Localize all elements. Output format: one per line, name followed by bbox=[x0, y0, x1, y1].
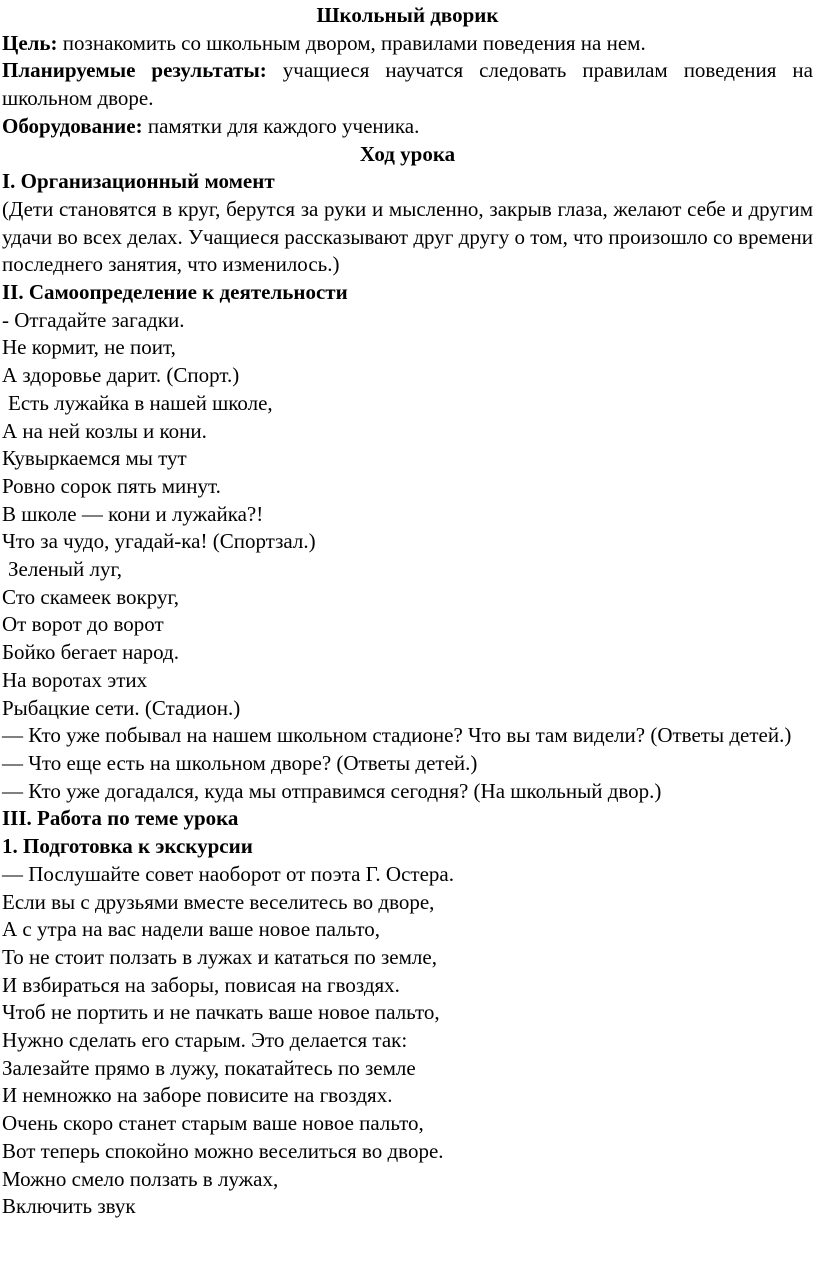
results-paragraph bbox=[2, 57, 813, 112]
riddle-line: Не кормит, не поит, bbox=[2, 335, 176, 360]
poem-line: Если вы с друзьями вместе веселитесь во дворе, bbox=[2, 889, 435, 914]
riddle-line: Зеленый луг, bbox=[8, 557, 122, 582]
poem-line: Нужно сделать его старым. Это делается так: bbox=[2, 1028, 408, 1053]
riddle-line: На воротах этих bbox=[2, 667, 148, 692]
riddle-line: Кувыркаемся мы тут bbox=[2, 446, 187, 471]
section2-heading: II. Самоопределение к деятельности bbox=[2, 280, 348, 305]
equipment-label: Оборудование: bbox=[2, 113, 143, 138]
section3-subheading: 1. Подготовка к экскурсии bbox=[2, 834, 253, 859]
riddle-line: Есть лужайка в нашей школе, bbox=[8, 390, 273, 415]
poem-line: А с утра на вас надели ваше новое пальто, bbox=[2, 917, 381, 942]
poem-line: И немножко на заборе повисите на гвоздях. bbox=[2, 1083, 393, 1108]
riddle-line: А на ней козлы и кони. bbox=[2, 418, 207, 443]
poem-line: И взбираться на заборы, повисая на гвоздях. bbox=[2, 972, 400, 997]
poem-line: Вот теперь спокойно можно веселиться во дворе. bbox=[2, 1138, 444, 1163]
poem-line: Включить звук bbox=[2, 1194, 136, 1219]
riddle-line: От ворот до ворот bbox=[2, 612, 164, 637]
goal-line bbox=[2, 30, 813, 58]
equipment-line bbox=[2, 113, 813, 141]
riddle-line: - Отгадайте загадки. bbox=[2, 307, 185, 332]
goal-label: Цель: bbox=[2, 30, 58, 55]
results-label: Планируемые результаты: bbox=[2, 58, 267, 83]
equipment-text: памятки для каждого ученика. bbox=[142, 113, 420, 138]
poem-line: То не стоит ползать в лужах и кататься по земле, bbox=[2, 944, 437, 969]
riddle-line: Рыбацкие сети. (Стадион.) bbox=[2, 695, 241, 720]
riddle-line: В школе — кони и лужайка?! bbox=[2, 501, 264, 526]
poem-line: Залезайте прямо в лужу, покатайтесь по земле bbox=[2, 1055, 416, 1080]
riddle-line: А здоровье дарит. (Спорт.) bbox=[2, 363, 240, 388]
question-line: — Кто уже догадался, куда мы отправимся сегодня? (На школьный двор.) bbox=[2, 778, 662, 803]
section3-heading: III. Работа по теме урока bbox=[2, 806, 239, 831]
riddle-line: Бойко бегает народ. bbox=[2, 640, 179, 665]
goal-text: познакомить со школьным двором, правилами поведения на нем. bbox=[57, 30, 646, 55]
section1-heading: I. Организационный момент bbox=[2, 169, 275, 194]
poem-line: Очень скоро станет старым ваше новое пальто, bbox=[2, 1111, 424, 1136]
riddle-line: Сто скамеек вокруг, bbox=[2, 584, 179, 609]
poem-line: — Послушайте совет наоборот от поэта Г. Остера. bbox=[2, 861, 454, 886]
lesson-heading: Ход урока bbox=[359, 141, 456, 166]
results-text: учащиеся научатся следовать правилам поведения на школьном дворе. bbox=[2, 58, 813, 111]
poem-line: Можно смело ползать в лужах, bbox=[2, 1166, 279, 1191]
riddle-line: Ровно сорок пять минут. bbox=[2, 473, 221, 498]
poem-line: Чтоб не портить и не пачкать ваше новое пальто, bbox=[2, 1000, 440, 1025]
document-title: Школьный дворик bbox=[316, 3, 499, 27]
riddle-line: Что за чудо, угадай-ка! (Спортзал.) bbox=[2, 529, 316, 554]
section1-paragraph: (Дети становятся в круг, берутся за руки и мысленно, закрыв глаза, желают себе и другим удачи во всех делах. Учащиеся рассказывают друг другу о том, что произошло со времени последнего занятия, что изменилось.) bbox=[2, 196, 813, 277]
question-paragraph: — Кто уже побывал на нашем школьном стадионе? Что вы там видели? (Ответы детей.) bbox=[2, 723, 792, 748]
question-line: — Что еще есть на школьном дворе? (Ответы детей.) bbox=[2, 750, 478, 775]
